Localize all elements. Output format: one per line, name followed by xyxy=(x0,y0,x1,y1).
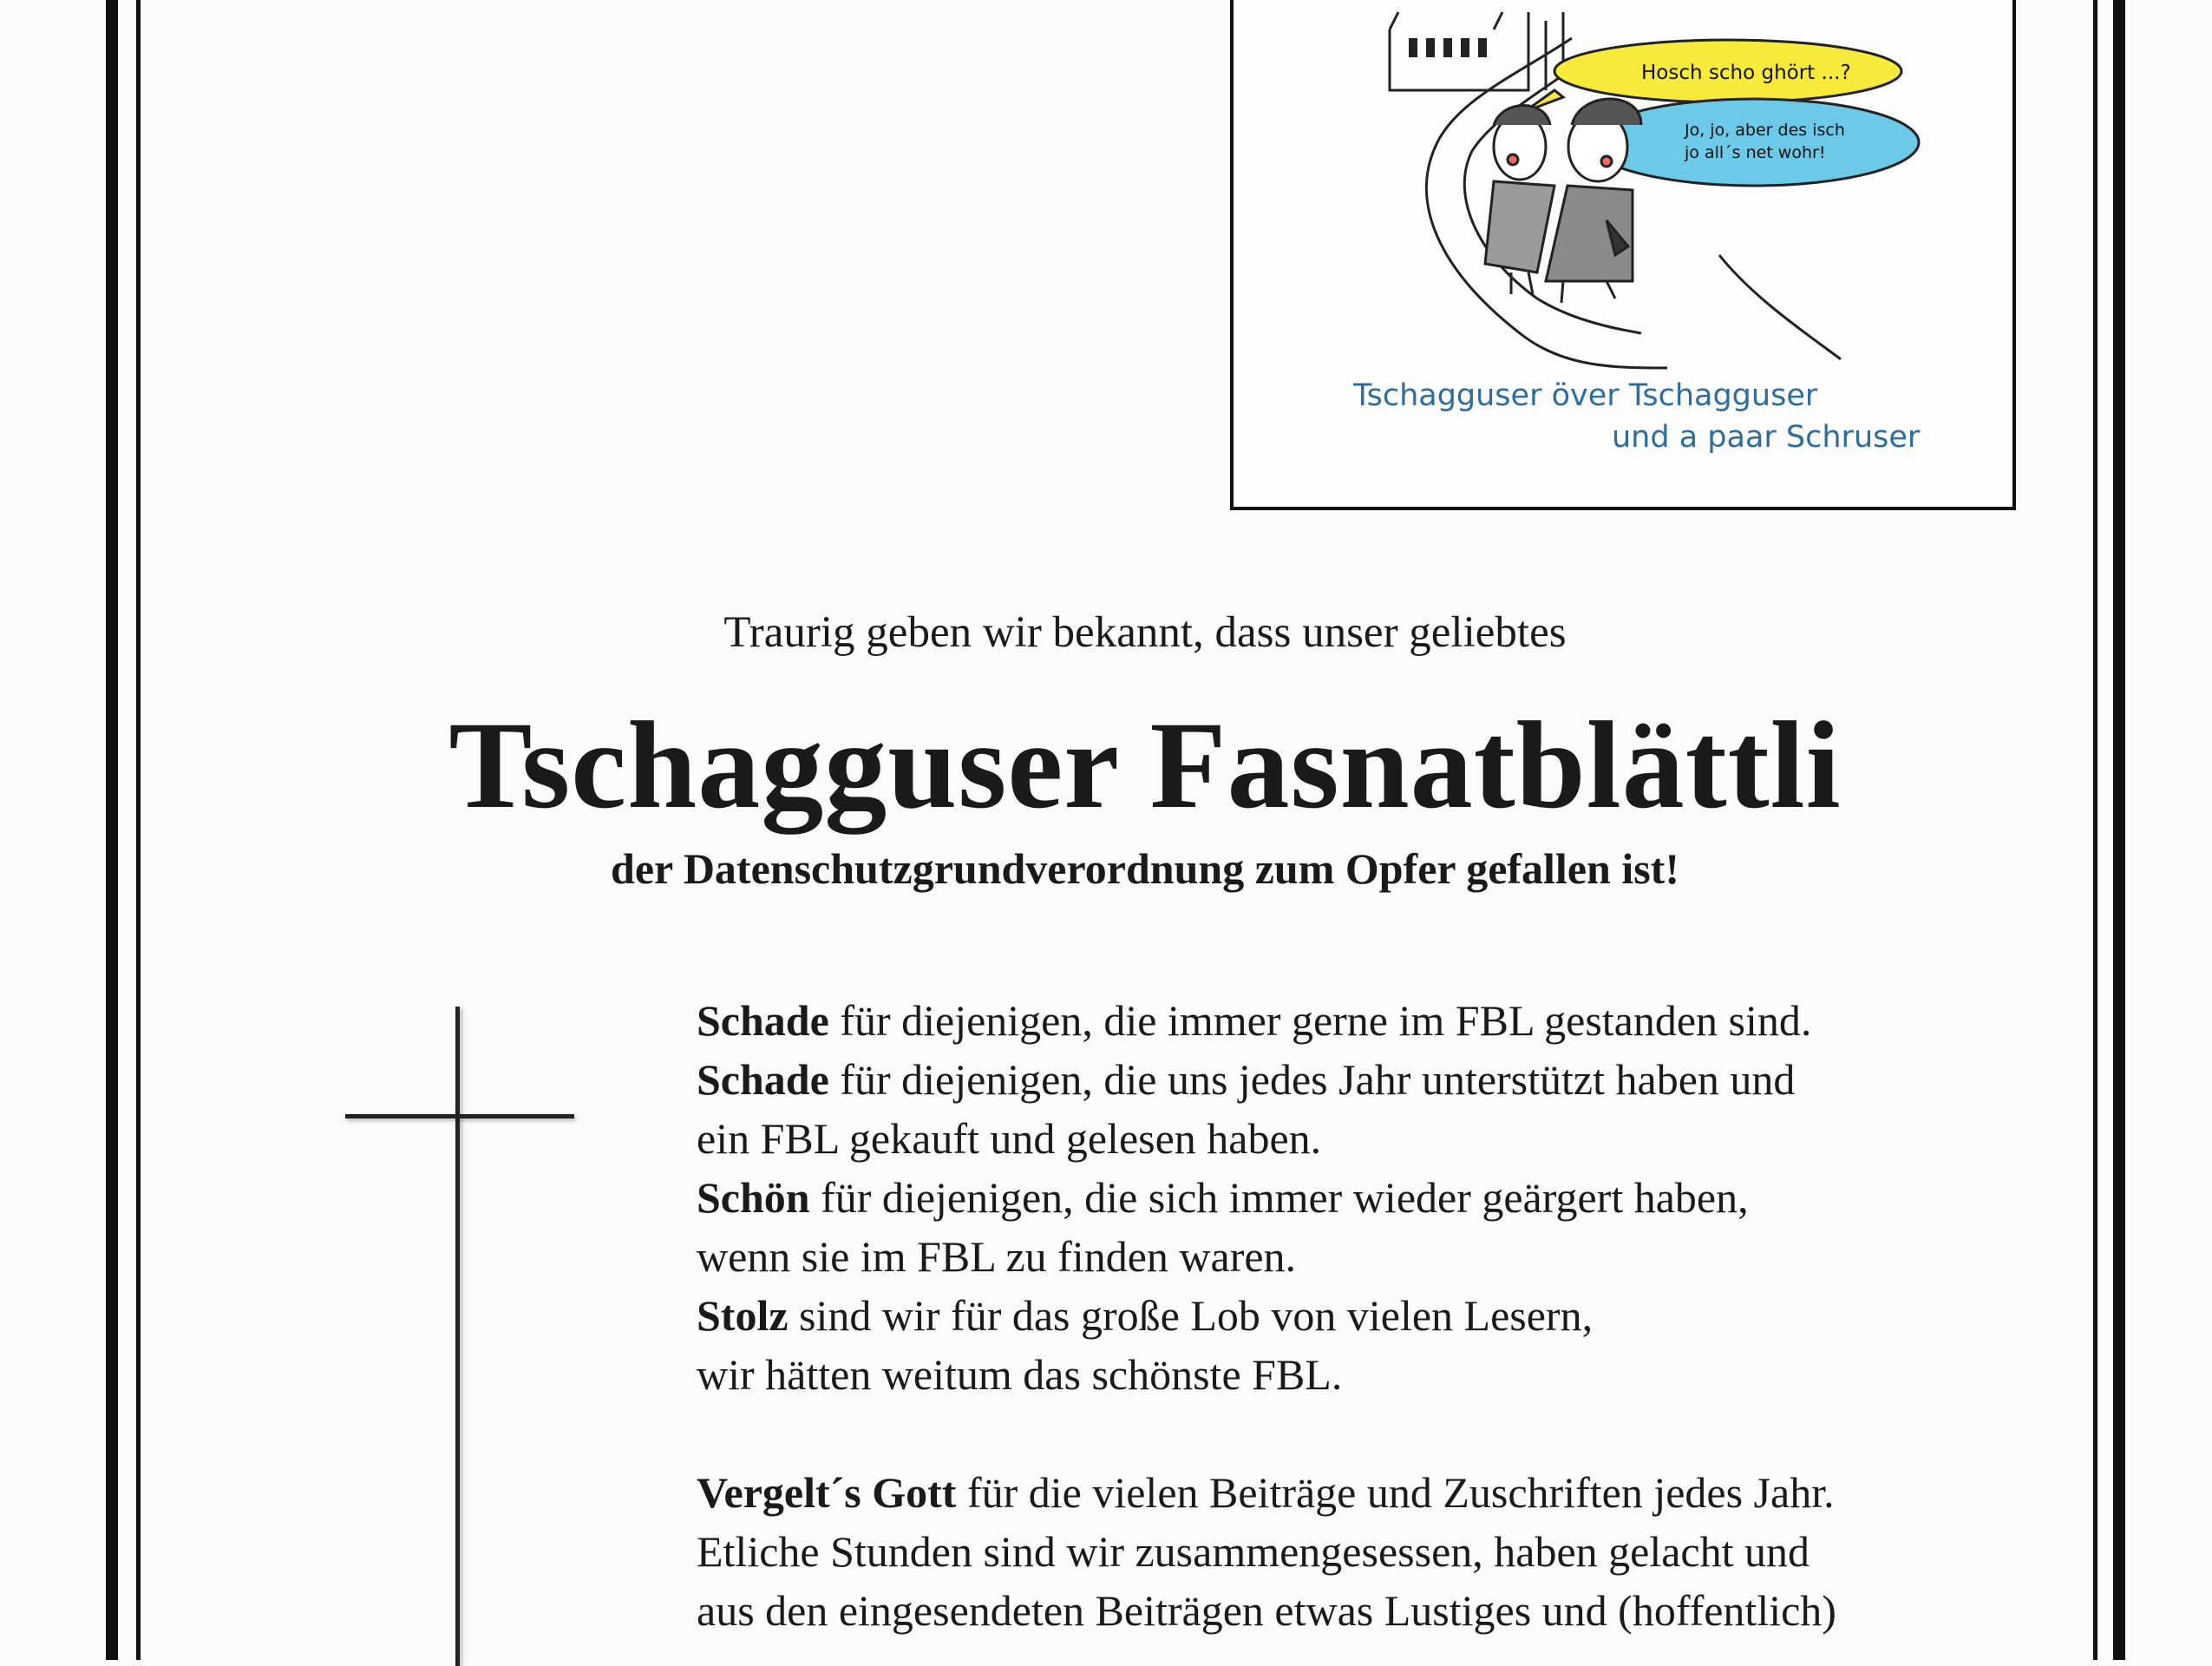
building-windows xyxy=(1409,38,1487,57)
body-line: Schön für diejenigen, die sich immer wieder geärgert haben, xyxy=(697,1173,1749,1222)
body-line: wir hätten weitum das schönste FBL. xyxy=(697,1350,1343,1399)
cross-vertical-bar xyxy=(455,1007,460,1666)
cartoon-figures xyxy=(1485,99,1641,303)
body-line: Etliche Stunden sind wir zusammengesessen, haben gelacht und xyxy=(697,1527,1810,1576)
notice-title: Tschagguser Fasnatblättli xyxy=(448,697,1842,835)
notice-subtitle: der Datenschutzgrundverordnung zum Opfer gefallen ist! xyxy=(611,844,1679,893)
body-line: Schade für diejenigen, die uns jedes Jahr unterstützt haben und xyxy=(697,1055,1796,1104)
body-line: aus den eingesendeten Beiträgen etwas Lustiges und (hoffentlich) xyxy=(697,1586,1836,1635)
bubble-2-text-2: jo all´s net wohr! xyxy=(1685,143,1826,162)
body-line: ein FBL gekauft und gelesen haben. xyxy=(697,1114,1322,1163)
logo-caption-line-2: und a paar Schruser xyxy=(1612,420,1921,455)
cross-horizontal-bar xyxy=(345,1114,574,1118)
body-line: Vergelt´s Gott für die vielen Beiträge und Zuschriften jedes Jahr. xyxy=(697,1468,1835,1517)
bubble-1-text: Hosch scho ghört ...? xyxy=(1641,62,1851,84)
notice-body xyxy=(697,991,1836,1640)
notice-intro: Traurig geben wir bekannt, dass unser geliebtes xyxy=(723,608,1567,657)
logo-box xyxy=(1230,0,2016,510)
body-line: wenn sie im FBL zu finden waren. xyxy=(697,1232,1297,1281)
paragraph-gap xyxy=(697,1404,1836,1463)
logo-caption-line-1: Tschagguser över Tschagguser xyxy=(1353,378,1818,413)
body-line: Stolz sind wir für das große Lob von vielen Lesern, xyxy=(697,1291,1594,1340)
bubble-2-text-1: Jo, jo, aber des isch xyxy=(1685,121,1845,140)
body-line: Schade für diejenigen, die immer gerne im FBL gestanden sind. xyxy=(697,996,1812,1045)
